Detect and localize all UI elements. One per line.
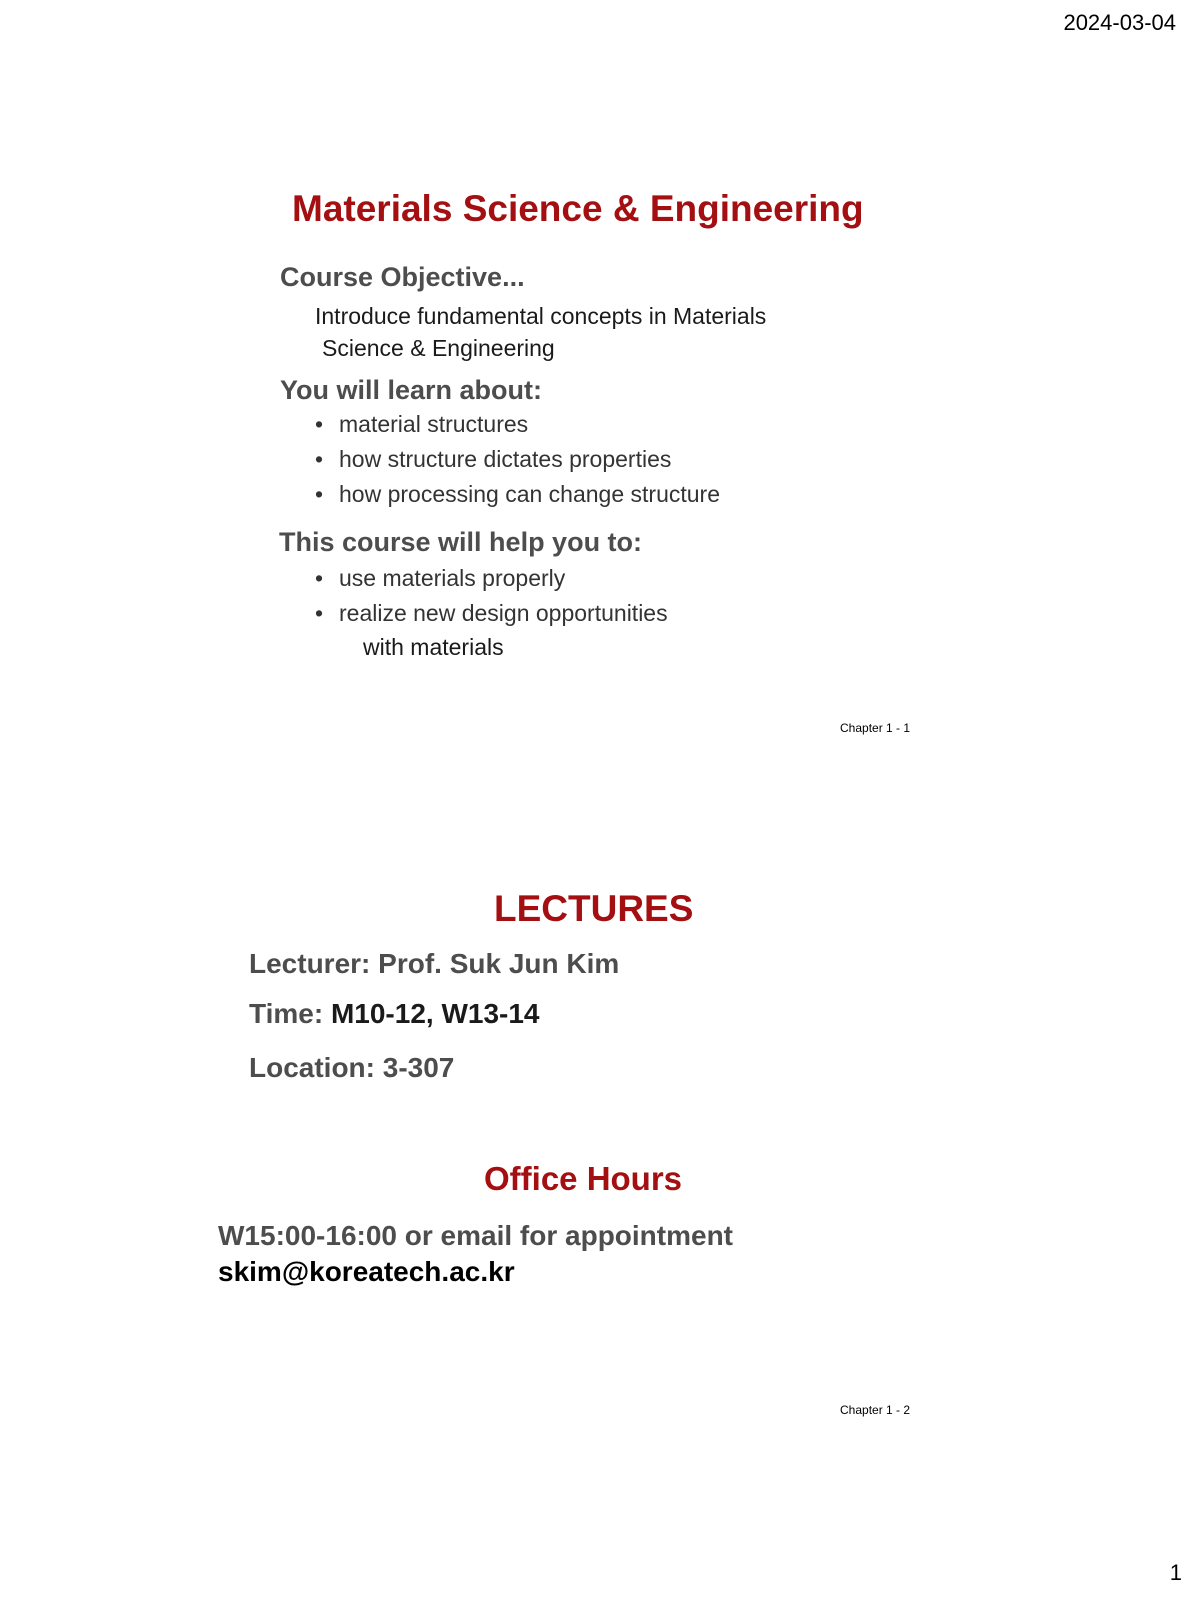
time-value: M10-12, W13-14	[330, 998, 540, 1029]
list-item: • use materials properly	[315, 565, 566, 591]
email-address: skim@koreatech.ac.kr	[218, 1256, 515, 1287]
list-item: • realize new design opportunities	[315, 600, 668, 626]
slide-2	[0, 840, 1200, 1440]
slide-title: LECTURES	[494, 888, 694, 929]
print-date: 2024-03-04	[1063, 10, 1176, 35]
slide-footer: Chapter 1 - 1	[840, 721, 911, 735]
lecturer-line: Lecturer: Prof. Suk Jun Kim	[249, 948, 620, 979]
bullet-icon: •	[315, 600, 324, 626]
slide-footer: Chapter 1 - 2	[840, 1403, 911, 1417]
objective-text-line-1: Introduce fundamental concepts in Materials	[315, 303, 767, 329]
objective-text-line-2: Science & Engineering	[322, 335, 555, 361]
bullet-icon: •	[315, 411, 324, 437]
office-hours-title: Office Hours	[484, 1160, 683, 1197]
slide-1	[0, 0, 1200, 760]
bullet-icon: •	[315, 481, 324, 507]
location-line: Location: 3-307	[249, 1052, 455, 1083]
course-objective-heading: Course Objective...	[280, 262, 525, 292]
help-you-heading: This course will help you to:	[279, 527, 643, 557]
slide-title: Materials Science & Engineering	[292, 188, 864, 229]
learn-about-heading: You will learn about:	[280, 375, 543, 405]
list-item: • how structure dictates properties	[315, 446, 672, 472]
bullet-icon: •	[315, 446, 324, 472]
list-item: • how processing can change structure	[315, 481, 720, 507]
list-item-continuation: with materials	[363, 634, 504, 660]
page-number: 1	[1169, 1560, 1182, 1585]
list-item: • material structures	[315, 411, 529, 437]
office-hours-text: W15:00-16:00 or email for appointment	[218, 1220, 734, 1251]
bullet-icon: •	[315, 565, 324, 591]
time-line: Time: M10-12, W13-14	[249, 998, 540, 1029]
